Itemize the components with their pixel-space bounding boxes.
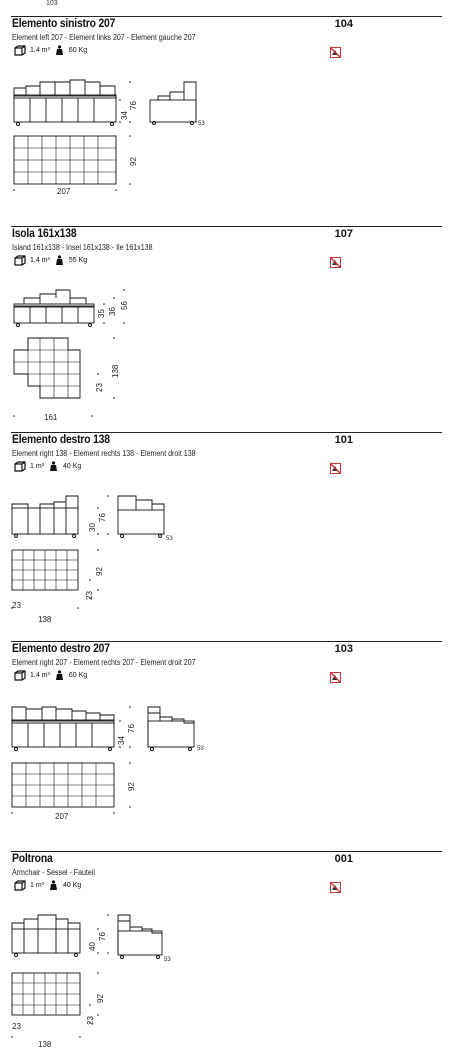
dim-depth: 92: [96, 994, 105, 1003]
dim-depth: 92: [129, 157, 138, 166]
dim-arm-depth: 23: [85, 591, 94, 600]
dim-height-total: 76: [98, 513, 107, 522]
technical-drawing: [0, 641, 453, 847]
technical-drawing: [0, 226, 453, 430]
page-number-stub: 103: [46, 0, 58, 7]
dim-side-small: 53: [198, 121, 205, 127]
product-code: 104: [334, 18, 353, 30]
dim-height-total: 76: [129, 101, 138, 110]
dim-height-total: 56: [120, 301, 129, 310]
dim-width: 207: [57, 187, 71, 196]
dim-height-total: 76: [98, 932, 107, 941]
product-subtitle: Island 161x138 - Insel 161x138 - Ile 161x138: [12, 243, 153, 252]
dim-arm-width: 23: [12, 601, 21, 610]
product-subtitle: Element right 207 - Element rechts 207 - Element droit 207: [12, 658, 196, 667]
technical-drawing: [0, 16, 453, 214]
dim-arm-depth: 23: [86, 1016, 95, 1025]
product-section-elemento-destro-207: [0, 641, 453, 847]
weight-value: 40 Kg: [63, 882, 82, 889]
technical-drawing: [0, 851, 453, 1061]
dim-side-small: 53: [166, 536, 173, 542]
weight-value: 55 Kg: [68, 257, 88, 264]
volume-value: 1,4 m³: [30, 47, 50, 54]
weight-value: 60 Kg: [68, 47, 88, 54]
dim-small: 23: [95, 383, 104, 392]
product-subtitle: Element left 207 - Element links 207 - Element gauche 207: [12, 33, 196, 42]
technical-drawing: [0, 432, 453, 638]
product-title: Isola 161x138: [12, 228, 77, 240]
product-code: 001: [334, 853, 353, 865]
product-code: 107: [334, 228, 353, 240]
product-title: Elemento sinistro 207: [12, 18, 116, 30]
dim-depth: 92: [127, 782, 136, 791]
dim-side-small: 53: [197, 746, 204, 752]
dim-arm-width: 23: [12, 1022, 21, 1031]
volume-value: 1 m³: [30, 463, 44, 470]
product-section-poltrona: [0, 851, 453, 1061]
dim-width: 207: [55, 812, 69, 821]
product-code: 103: [334, 643, 353, 655]
dim-depth: 92: [95, 567, 104, 576]
volume-value: 1,4 m³: [30, 257, 50, 264]
product-title: Poltrona: [12, 853, 53, 865]
volume-value: 1 m³: [30, 882, 44, 889]
product-section-isola-161x138: [0, 226, 453, 430]
product-section-elemento-destro-138: [0, 432, 453, 638]
volume-value: 1,4 m³: [30, 672, 50, 679]
weight-value: 40 Kg: [63, 463, 82, 470]
dim-depth: 138: [111, 364, 120, 378]
dim-width: 161: [44, 413, 58, 422]
product-section-elemento-sinistro-207: [0, 16, 453, 214]
dim-side-small: 53: [164, 957, 171, 963]
dim-width: 138: [38, 615, 52, 624]
dim-height-total: 76: [127, 724, 136, 733]
dim-height-seat: 40: [88, 942, 97, 951]
product-title: Elemento destro 138: [12, 434, 110, 446]
dim-height-seat: 35: [97, 309, 106, 318]
product-code: 101: [334, 434, 353, 446]
weight-value: 60 Kg: [68, 672, 88, 679]
product-subtitle: Armchair - Sessel - Fauteil: [12, 868, 95, 877]
dim-width: 138: [38, 1040, 52, 1049]
dim-height-seat: 34: [117, 736, 126, 745]
dim-height-seat: 30: [88, 523, 97, 532]
product-subtitle: Element right 138 - Element rechts 138 - Element droit 138: [12, 449, 196, 458]
dim-height-seat: 34: [120, 111, 129, 120]
dim-height-back: 36: [108, 307, 117, 316]
product-title: Elemento destro 207: [12, 643, 110, 655]
